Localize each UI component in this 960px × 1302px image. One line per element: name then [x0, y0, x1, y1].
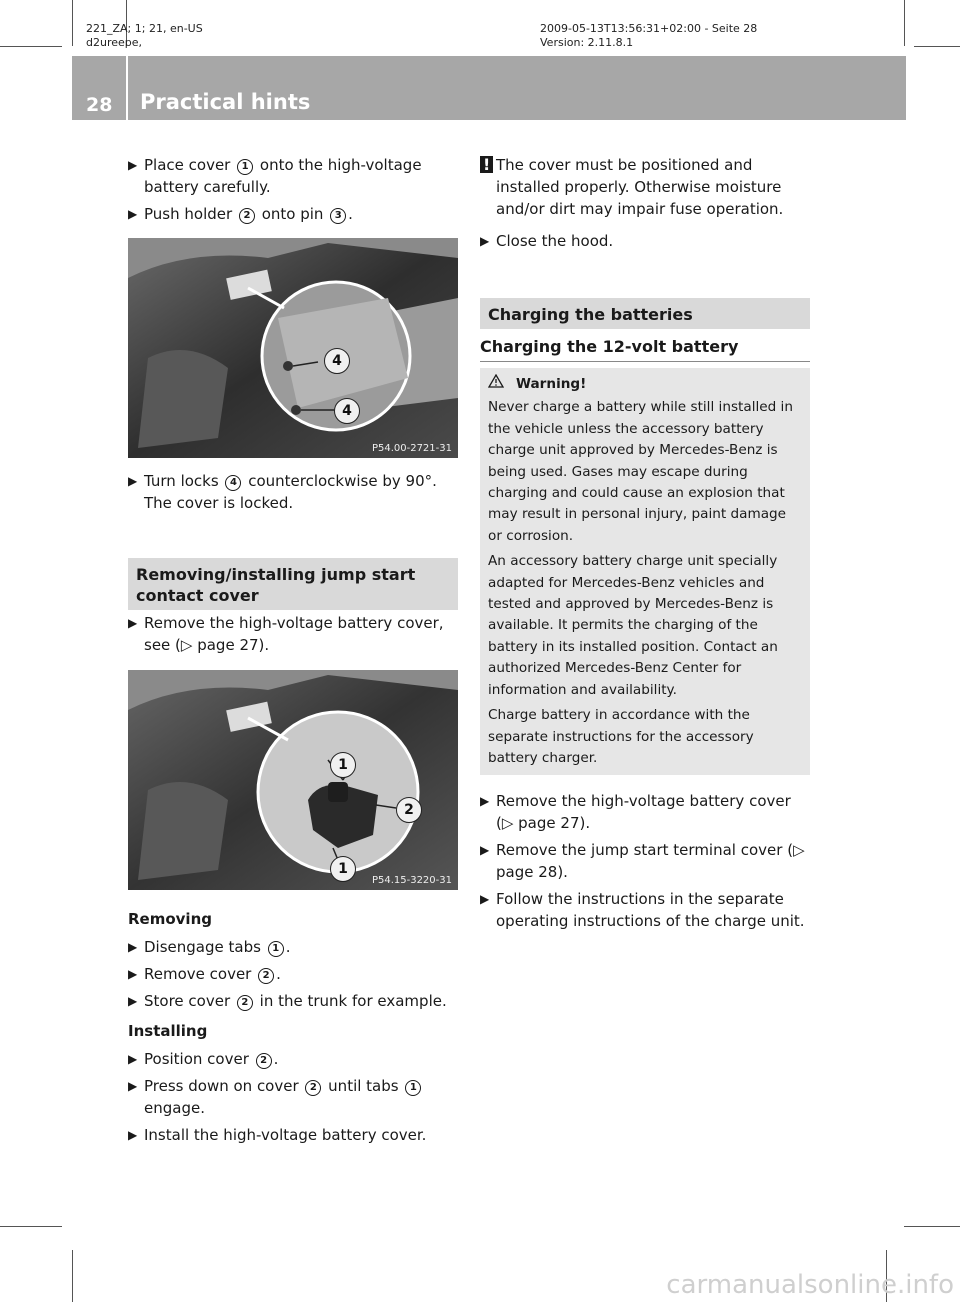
step-remove-terminal-cover: ▶ Remove the jump start terminal cover (▷ page 28). — [480, 841, 805, 881]
step-remove-hv-cover: ▶ Remove the high-voltage battery cover, see (▷ page 27). — [128, 614, 444, 654]
photo-code: P54.15-3220-31 — [371, 875, 452, 886]
left-column-bottom — [128, 908, 458, 1151]
step-push-holder: ▶ Push holder 2 onto pin 3 . — [128, 205, 353, 223]
page-reference[interactable]: ▷ page 28 — [496, 841, 805, 881]
subheading-12v: Charging the 12-volt battery — [480, 336, 810, 362]
crop-mark — [0, 46, 62, 47]
page-reference[interactable]: ▷ page 27 — [180, 636, 259, 654]
meta-left-line2: d2ureepe, — [86, 36, 143, 49]
notice-paragraph: ! The cover must be positioned and installed properly. Otherwise moisture and/or dirt may impair fuse operation. — [480, 154, 810, 220]
watermark: carmanualsonline.info — [666, 1270, 954, 1300]
crop-mark — [72, 1250, 73, 1302]
callout-ref: 1 — [268, 941, 284, 957]
crop-mark — [904, 0, 905, 46]
warning-paragraph-1: Never charge a battery while still installed in the vehicle unless the accessory battery charge unit approved by Mercedes-Benz is being used. Gases may escape during charging and could cause an explosion that may result in personal injury, paint damage or corrosion. — [488, 399, 793, 544]
step-arrow-icon: ▶ — [480, 843, 490, 857]
step-store-cover: ▶ Store cover 2 in the trunk for example. — [128, 992, 447, 1010]
step-arrow-icon: ▶ — [128, 994, 138, 1008]
callout-lock-upper: 4 — [324, 348, 350, 374]
notice-icon: ! — [480, 156, 493, 173]
callout-cover: 2 — [396, 797, 422, 823]
meta-left-line1: 221_ZA; 1; 21, en-US — [86, 22, 203, 35]
step-remove-hv-cover-2: ▶ Remove the high-voltage battery cover (▷ page 27). — [480, 792, 791, 832]
right-column-bottom — [480, 790, 810, 937]
step-arrow-icon: ▶ — [480, 892, 490, 906]
step-turn-locks: ▶ Turn locks 4 counterclockwise by 90°. The cover is locked. — [128, 472, 437, 512]
page-reference[interactable]: ▷ page 27 — [501, 814, 580, 832]
step-arrow-icon: ▶ — [128, 1079, 138, 1093]
callout-ref: 2 — [256, 1053, 272, 1069]
page-number: 28 — [86, 94, 113, 116]
left-column-remove — [128, 612, 460, 661]
step-arrow-icon: ▶ — [128, 940, 138, 954]
warning-header — [488, 374, 802, 395]
photo-code: P54.00-2721-31 — [371, 443, 452, 454]
step-arrow-icon: ▶ — [128, 1128, 138, 1142]
callout-ref: 2 — [237, 995, 253, 1011]
crop-mark — [904, 1226, 960, 1227]
callout-tab-upper: 1 — [330, 752, 356, 778]
meta-right-line2: Version: 2.11.8.1 — [540, 36, 634, 49]
step-close-hood: ▶ Close the hood. — [480, 232, 614, 250]
step-arrow-icon: ▶ — [480, 794, 490, 808]
warning-paragraph-2: An accessory battery charge unit specially adapted for Mercedes-Benz vehicles and tested and approved by Mercedes-Benz is available. It permits the charging of the battery in its installed position. Contact an authorized Mercedes-Benz Center for information and availability. — [488, 553, 778, 698]
step-follow-instructions: ▶ Follow the instructions in the separate operating instructions of the charge unit. — [480, 890, 805, 930]
callout-tab-lower: 1 — [330, 856, 356, 882]
warning-title: Warning! — [516, 376, 587, 392]
warning-box — [480, 368, 810, 775]
meta-right-line1: 2009-05-13T13:56:31+02:00 - Seite 28 — [540, 22, 758, 35]
engine-illustration — [128, 670, 458, 890]
callout-ref: 4 — [225, 475, 241, 491]
step-arrow-icon: ▶ — [128, 158, 138, 172]
callout-ref: 2 — [258, 968, 274, 984]
right-column-top — [480, 154, 810, 257]
step-result: The cover is locked. — [144, 494, 294, 512]
removing-title: Removing — [128, 910, 212, 928]
step-position-cover: ▶ Position cover 2 . — [128, 1050, 279, 1068]
left-column-top — [128, 154, 458, 230]
callout-lock-lower: 4 — [334, 398, 360, 424]
crop-mark — [72, 0, 73, 46]
engine-illustration — [128, 238, 458, 458]
step-remove-cover: ▶ Remove cover 2 . — [128, 965, 281, 983]
left-column-mid — [128, 470, 458, 514]
engine-photo-jump-cover — [128, 670, 458, 890]
warning-paragraph-3: Charge battery in accordance with the separate instructions for the accessory battery charger. — [488, 707, 754, 766]
step-arrow-icon: ▶ — [128, 1052, 138, 1066]
step-place-cover: ▶ Place cover 1 onto the high-voltage battery carefully. — [128, 156, 422, 196]
crop-mark — [914, 46, 960, 47]
header-divider — [126, 56, 128, 120]
callout-ref: 2 — [305, 1080, 321, 1096]
step-arrow-icon: ▶ — [480, 234, 490, 248]
engine-photo-locks — [128, 238, 458, 458]
installing-title: Installing — [128, 1022, 208, 1040]
section-heading-jump-start: Removing/installing jump start contact cover — [128, 558, 458, 610]
step-install-hv-cover: ▶ Install the high-voltage battery cover. — [128, 1126, 427, 1144]
warning-triangle-icon — [488, 374, 504, 395]
callout-ref: 3 — [330, 208, 346, 224]
step-disengage-tabs: ▶ Disengage tabs 1 . — [128, 938, 291, 956]
step-arrow-icon: ▶ — [128, 967, 138, 981]
callout-ref: 1 — [237, 159, 253, 175]
page-title: Practical hints — [140, 90, 311, 114]
step-press-down: ▶ Press down on cover 2 until tabs 1 engage. — [128, 1075, 458, 1119]
callout-ref: 2 — [239, 208, 255, 224]
callout-ref: 1 — [405, 1080, 421, 1096]
step-arrow-icon: ▶ — [128, 474, 138, 488]
step-arrow-icon: ▶ — [128, 616, 138, 630]
step-arrow-icon: ▶ — [128, 207, 138, 221]
crop-mark — [0, 1226, 62, 1227]
section-heading-charging: Charging the batteries — [480, 298, 810, 329]
